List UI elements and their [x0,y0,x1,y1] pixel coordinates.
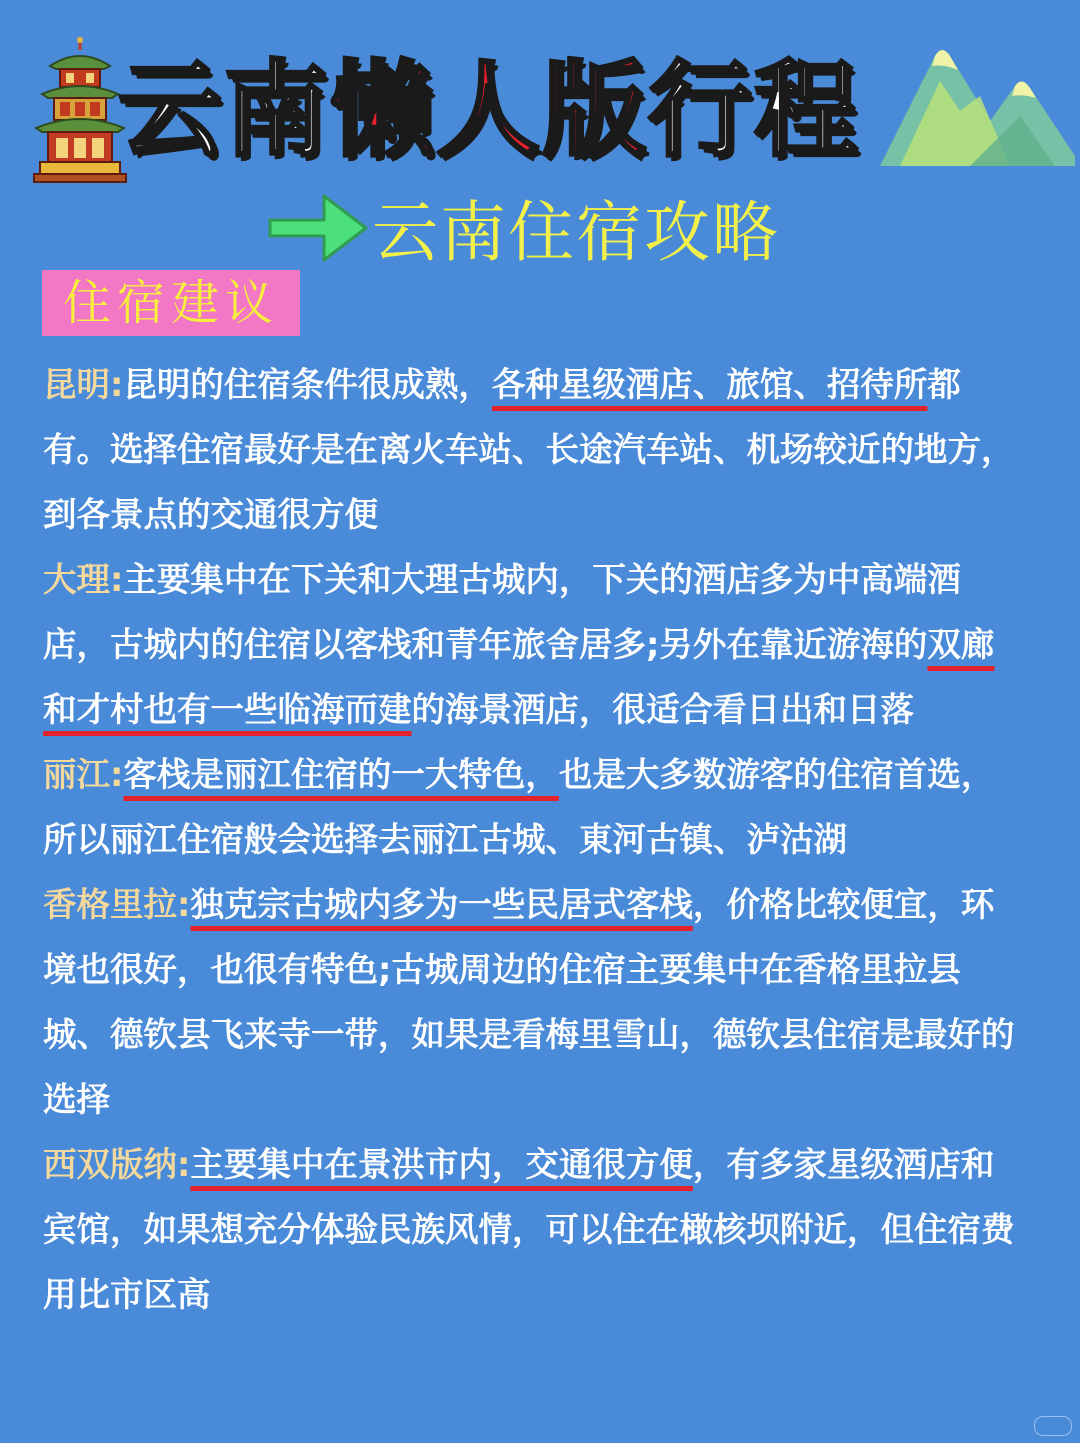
entry-text: ，有多家星级酒店和宾馆，如果想充分体验民族风情，可以住在橄核坝附近，但住宿费用比市区高 [43,1145,1015,1314]
entry-text: 的海景酒店，很适合看日出和日落 [411,690,914,729]
city-name: 丽江: [43,755,124,794]
entry-dali [43,547,1015,742]
mountain-icon [880,36,1075,166]
subtitle: 云南住宿攻略 [372,194,780,271]
title-part-1: 云南 [118,49,331,171]
pagoda-icon [30,36,130,186]
entry-text: 主要集中在下关和大理古城内，下关的酒店多为中高端酒店，古城内的住宿以客栈和青年旅舍居多;另外在靠近游海的 [43,560,961,664]
content-area [43,352,1015,1327]
highlight-text: 客栈是丽江住宿的一大特色， [123,755,559,794]
city-name: 昆明: [43,365,124,404]
entry-kunming [43,352,1015,547]
entry-text: 都有。选择住宿最好是在离火车站、长途汽车站、机场较近的地方，到各景点的交通很方便 [43,365,1015,534]
section-label: 住宿建议 [42,270,300,336]
page-title [118,50,860,170]
title-part-3: 行程 [648,49,861,171]
entry-text: 昆明的住宿条件很成熟， [123,365,492,404]
city-name: 大理: [43,560,124,599]
city-name: 西双版纳: [43,1145,191,1184]
entry-xishuangbanna [43,1132,1015,1327]
city-name: 香格里拉: [43,885,191,924]
entry-shangrila [43,872,1015,1132]
highlight-text: 双廊和才村也有一些临海而建 [43,625,995,729]
arrow-right-icon [262,180,372,275]
watermark-badge [1034,1416,1072,1436]
highlight-text: 独克宗古城内多为一些民居式客栈 [190,885,693,924]
entry-text: 也是大多数游客的住宿首选，所以丽江住宿般会选择去丽江古城、東河古镇、泸沽湖 [43,755,995,859]
highlight-text: 主要集中在景洪市内，交通很方便 [190,1145,693,1184]
highlight-text: 各种星级酒店、旅馆、招待所 [491,365,928,404]
entry-text: ，价格比较便宜，环境也很好，也很有特色;古城周边的住宿主要集中在香格里拉县城、德钦县飞来寺一带，如果是看梅里雪山，德钦县住宿是最好的选择 [43,885,1015,1119]
title-part-2: 懒人版 [330,49,649,171]
entry-lijiang [43,742,1015,872]
